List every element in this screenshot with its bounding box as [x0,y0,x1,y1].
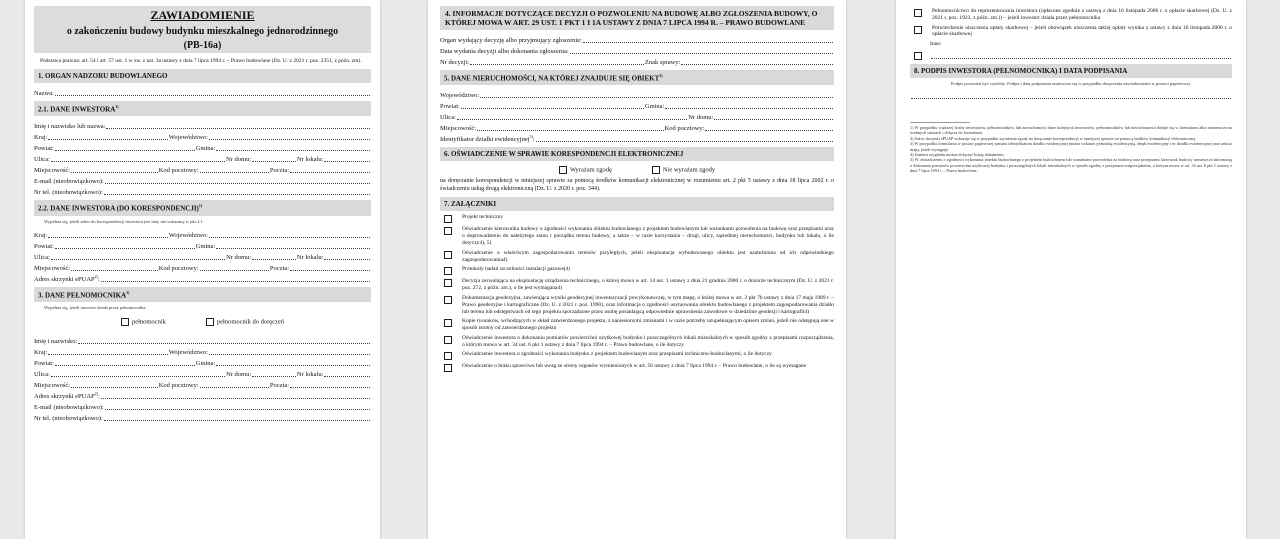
corr-house-field[interactable] [252,252,296,260]
attorney-epuap-field[interactable] [101,391,370,399]
consent-options [440,166,834,174]
section-6-header: 6. OŚWIADCZENIE W SPRAWIE KORESPONDENCJI ELEKTRONICZNEJ [440,147,834,161]
plot-id-field[interactable] [536,134,833,142]
property-commune-field[interactable] [665,101,833,109]
attachment-item[interactable] [910,8,1232,22]
attachment-checkbox[interactable] [914,9,922,17]
attachment-text: Oświadczenie o braku sprzeciwu lub uwag ze strony organów wymienionych w art. 56 ustawy z dnia 7 lipca 1994 r. – Prawo budowlane, o ile są wymagane [462,363,807,370]
attorney-post-field[interactable] [290,380,370,388]
attachment-text: Pełnomocnictwo do reprezentowania inwestora (opłacone zgodnie z ustawą z dnia 16 listopada 2006 r. o opłacie skarbowej (Dz. U. z 2021 r. poz. 1923, z późn. zm.)) – jeżeli inwestor działa przez pełnomocnika [932,8,1232,21]
attachment-item[interactable] [440,351,834,360]
section-2-2-hint: Wypełnia się, jeżeli adres do korespondencji inwestora jest inny niż wskazany w pkt 2.1. [44,218,204,224]
form-code: (PB-16a) [183,40,222,51]
investor-postcode-field[interactable] [200,165,269,173]
attachment-text: Potwierdzenie uiszczenia opłaty skarbowej – jeżeli obowiązek uiszczenia takiej opłaty wynika z ustawy z dnia 16 listopada 2006 r. o opłacie skarbowej [932,24,1232,38]
corr-postcode-field[interactable] [200,263,269,271]
signature-field[interactable] [911,91,1231,99]
property-street-field[interactable] [457,112,687,120]
page-1: ZAWIADOMIENIE o zakończeniu budowy budynku mieszkalnego jednorodzinnego (PB-16a) Podstawa prawna: art. 54 i art. 57 ust. 1 w zw. z ust. 3a ustawy z dnia 7 lipca 1994 r. – Prawo budowlane (Dz. U. z 2021 r. poz. 2351, z późn. zm). 1. ORGAN NADZORU BUDOWLANEGO Nazwa: 2.1. DANE INWESTORA$^{1)}$ Imię i nazwisko lub nazwa: Kraj: Województwo: Powiat: Gmina: Ulica: Nr domu: Nr lokalu: Miejscowość: Kod pocztowy: Poczta: E-mail (nieobowiązkowo): Nr tel. (nieobowiązkowo): 2.2. DANE INWESTORA (DO KORESPONDENCJI)$^{1)}$ Wypełnia się, jeżeli adres do korespondencji inwestora jest inny niż wskazany w pkt 2.1. Kraj: Województwo: Powiat: Gmina: Ulica: Nr domu: Nr lokalu: Miejscowość: Kod pocztowy: Poczta: Adres skrzynki ePUAP$^{2)}$: 3. DANE PEŁNOMOCNIKA$^{1)}$ Wypełnia się, jeżeli inwestor działa przez pełnomocnika. pełnomocnik pełnomocnik do doręczeń Imię i nazwisko: Kraj: Województwo: Powiat: Gmina: Ulica: Nr domu: Nr lokalu: Miejscowość: Kod pocztowy: Poczta: Adres skrzynki ePUAP$^{2)}$: E-mail (nieobowiązkowo): Nr tel. (nieobowiązkowo): [25,0,380,539]
signature-hint: Podpis powinien być czytelny. Podpis i datę podpisania umieszcza się w przypadku doręczenia zawiadomienia w postaci papierowej. [951,80,1191,86]
attachment-checkbox[interactable] [444,296,452,304]
corr-street-field[interactable] [51,252,225,260]
investor-commune-field[interactable] [216,143,370,151]
attachment-text: Projekt techniczny [462,214,504,221]
footnotes [910,125,1232,174]
decision-number-field[interactable] [470,57,644,65]
corr-flat-field[interactable] [324,252,370,260]
corr-country-field[interactable] [48,230,167,238]
investor-email-field[interactable] [105,176,370,184]
corr-city-field[interactable] [71,263,158,271]
section-2-2-header: 2.2. DANE INWESTORA (DO KORESPONDENCJI)$^{1)}$ [34,200,371,215]
investor-country-field[interactable] [48,132,167,140]
attorney-country-field[interactable] [48,347,167,355]
attorney-phone-field[interactable] [104,413,370,421]
consent-no-option[interactable]: Nie wyrażam zgody [652,166,715,174]
attorney-city-field[interactable] [71,380,158,388]
investor-county-field[interactable] [55,143,195,151]
attorney-option[interactable]: pełnomocnik [121,318,166,326]
attorney-type-options [34,318,371,326]
decision-date-field[interactable] [570,46,833,54]
attachment-item[interactable] [440,295,834,315]
attachment-checkbox[interactable] [444,279,452,287]
corr-epuap-field[interactable] [101,274,370,282]
attachment-checkbox[interactable] [444,215,452,223]
investor-post-field[interactable] [290,165,370,173]
case-sign-field[interactable] [681,57,833,65]
attachment-checkbox[interactable] [444,227,452,235]
attachment-item[interactable] [910,25,1232,39]
other-attachments-field[interactable] [931,51,1231,59]
property-county-field[interactable] [461,101,644,109]
corr-post-field[interactable] [290,263,370,271]
section-5-header: 5. DANE NIERUCHOMOŚCI, NA KTÓREJ ZNAJDUJE SIĘ OBIEKT$^{1)}$ [440,70,834,85]
investor-flat-field[interactable] [324,154,370,162]
investor-city-field[interactable] [71,165,158,173]
section-2-1-header: 2.1. DANE INWESTORA$^{1)}$ [34,101,371,116]
attorney-postcode-field[interactable] [200,380,269,388]
attachment-text: Oświadczenie inwestora o zgodności wykonania budynku z projektem budowlanym oraz przepisami techniczno-budowlanymi, o ile dotyczy [462,351,772,358]
attachment-item[interactable] [440,335,834,349]
consent-no-checkbox[interactable] [652,166,660,174]
attorney-flat-field[interactable] [324,369,370,377]
form-subtitle: o zakończeniu budowy budynku mieszkalnego jednorodzinnego [66,26,339,37]
property-province-field[interactable] [480,90,833,98]
corr-province-field[interactable] [209,230,370,238]
attachment-item[interactable] [440,266,834,275]
attachment-item[interactable] [440,250,834,264]
attachment-item[interactable] [440,226,834,246]
investor-street-field[interactable] [51,154,225,162]
attorney-province-field[interactable] [209,347,370,355]
attachment-checkbox[interactable] [444,319,452,327]
investor-house-field[interactable] [252,154,296,162]
section-1-header: 1. ORGAN NADZORU BUDOWLANEGO [34,69,371,83]
attachment-checkbox[interactable] [444,364,452,372]
attachments-continued-list [910,8,1232,38]
other-attachments-label: Inne: [930,41,942,48]
attachment-item[interactable] [440,363,834,372]
corr-commune-field[interactable] [216,241,370,249]
organ-name-label: Nazwa: [34,90,54,97]
attorney-house-field[interactable] [252,369,296,377]
attachment-text: Decyzja zezwalająca na eksploatację urządzenia technicznego, o której mowa w art. 14 ust. 1 ustawy z dnia 21 grudnia 2000 r. o dozorze technicznym (Dz. U. z 2021 r. poz. 272, z późn. zm.), o ile jest wymagana4) [462,278,834,292]
attachment-text: Oświadczenie inwestora o dokonaniu pomiarów powierzchni użytkowej budynku i poszczególnych lokali mieszkalnych w sposób zgodny z przepisami rozporządzenia, o którym mowa w art. 34 ust. 6 pkt 1 ustawy z dnia 7 lipca 1994 r. – Prawo budowlane, o ile dotyczy [462,334,834,348]
form-title-box [34,6,371,53]
section-7-header: 7. ZAŁĄCZNIKI [440,197,834,211]
page-3 [896,0,1246,539]
attachment-checkbox[interactable] [444,251,452,259]
page-2: 4. INFORMACJE DOTYCZĄCE DECYZJI O POZWOLENIU NA BUDOWĘ ALBO ZGŁOSZENIA BUDOWY, O KTÓREJ MOWA W ART. 29 UST. 1 PKT 1 I 1A USTAWY Z DNIA 7 LIPCA 1994 R. – PRAWO BUDOWLANE Organ wydający decyzję albo przyjmujący zgłoszenie: Data wydania decyzji albo dokonania zgłoszenia: Nr decyzji: Znak sprawy: 5. DANE NIERUCHOMOŚCI, NA KTÓREJ ZNAJDUJE SIĘ OBIEKT$^{1)}$ Województwo: Powiat: Gmina: Ulica: Nr domu: Miejscowość: Kod pocztowy: Identyfikator działki ewidencyjnej$^{3)}$: 6. OŚWIADCZENIE W SPRAWIE KORESPONDENCJI ELEKTRONICZNEJ Wyrażam zgodę Nie wyrażam zgody na doręczanie korespondencji w niniejszej sprawie za pomocą środków komunikacji elektronicznej w rozumieniu art. 2 pkt 5 ustawy z dnia 18 lipca 2002 r. o świadczeniu usług drogą elektroniczną (Dz. U. z 2020 r. poz. 344). 7. ZAŁĄCZNIKI Projekt techniczny Oświadczenie kierownika budowy o zgodności wykonania obiektu budowlanego z projektem budowlanym lub warunkami pozwolenia na budowę oraz przepisami oraz o doprowadzeniu do należytego stanu i porządku terenu budowy, a także – w razie korzystania – drogi, ulicy, sąsiedniej nieruchomości, budynku lub lokalu, o ile dotyczy4), 5) Oświadczenie o właściwym zagospodarowaniu terenów przyległych, jeżeli eksploatacja wybudowanego obiektu jest uzależniona od ich odpowiedniego zagospodarowania4) Protokoły badań szczelności instalacji gazowej4) Decyzja zezwalająca na eksploatację urządzenia technicznego, o której mowa w art. 14 ust. 1 ustawy z dnia 21 grudnia 2000 r. o dozorze technicznym (Dz. U. z 2021 r. poz. 272, z późn. zm.), o ile jest wymagana4) Dokumentacja geodezyjna, zawierająca wyniki geodezyjnej inwentaryzacji powykonawczej, w tym mapę, o której mowa w art. 2 pkt 7b ustawy z dnia 17 maja 1989 r. – Prawo geodezyjne i kartograficzne (Dz. U. z 2021 r. poz. 1990), oraz informacja o zgodności usytuowania obiektu budowlanego z projektem zagospodarowania działki lub terenu lub odstępstwach od tego projektu sporządzone przez osobę posiadającą odpowiednie uprawnienia zawodowe w dziedzinie geodezji i kartografii4) Kopie rysunków, wchodzących w skład zatwierdzonego projektu, z naniesionymi zmianami i w razie potrzeby uzupełniającym opisem zmian, jeżeli nie odstępują one w sposób istotny od zatwierdzonego projektu Oświadczenie inwestora o dokonaniu pomiarów powierzchni użytkowej budynku i poszczególnych lokali mieszkalnych w sposób zgodny z przepisami rozporządzenia, o którym mowa w art. 34 ust. 6 pkt 1 ustawy z dnia 7 lipca 1994 r. – Prawo budowlane, o ile dotyczy Oświadczenie inwestora o zgodności wykonania budynku z projektem budowlanym oraz przepisami techniczno-budowlanymi, o ile dotyczy Oświadczenie o braku sprzeciwu lub uwag ze strony organów wymienionych w art. 56 ustawy z dnia 7 lipca 1994 r. – Prawo budowlane, o ile są wymagane [428,0,846,539]
attachment-item[interactable] [440,214,834,223]
investor-name-field[interactable] [106,121,370,129]
attorney-checkbox[interactable] [121,318,129,326]
legal-basis: Podstawa prawna: art. 54 i art. 57 ust. 1 w zw. z ust. 3a ustawy z dnia 7 lipca 1994 r. – Prawo budowlane (Dz. U. z 2021 r. poz. 2351, z późn. zm). [40,58,362,64]
footnote: 5) W oświadczeniu o zgodności wykonania obiektu budowlanego z projektem budowlanym lub warunkami pozwolenia na budowę oraz przepisami kierownik budowy zamieszcza informację o dokonaniu pomiarów powierzchni użytkowej budynku i poszczególnych lokali mieszkalnych w sposób zgodny z przepisami rozporządzenia, o którym mowa w art. 34 ust. 6 pkt 1 ustawy z dnia 7 lipca 1994 r. – Prawo budowlane. [910,157,1232,174]
section-8-header: 8. PODPIS INWESTORA (PEŁNOMOCNIKA) I DATA PODPISANIA [910,64,1232,78]
other-attachments-checkbox[interactable] [914,52,922,60]
attachment-text: Oświadczenie o właściwym zagospodarowaniu terenów przyległych, jeżeli eksploatacja wybudowanego obiektu jest uzależniona od ich odpowiedniego zagospodarowania4) [462,249,834,263]
form-title: ZAWIADOMIENIE [150,8,255,22]
attachments-list [440,214,834,372]
decision-organ-field[interactable] [583,35,833,43]
section-3-header: 3. DANE PEŁNOMOCNIKA$^{1)}$ [34,287,371,302]
attachment-text: Dokumentacja geodezyjna, zawierająca wyniki geodezyjnej inwentaryzacji powykonawczej, w tym mapę, o której mowa w art. 2 pkt 7b ustawy z dnia 17 maja 1989 r. – Prawo geodezyjne i kartograficzne (Dz. U. z 2021 r. poz. 1990), oraz informacja o zgodności usytuowania obiektu budowlanego z projektem zagospodarowania działki lub terenu lub odstępstwach od tego projektu sporządzone przez osobę posiadającą odpowiednie uprawnienia zawodowe w dziedzinie geodezji i kartografii4) [462,294,834,315]
consent-text: na doręczanie korespondencji w niniejszej sprawie za pomocą środków komunikacji elektronicznej w rozumieniu art. 2 pkt 5 ustawy z dnia 18 lipca 2002 r. o świadczeniu usług drogą elektroniczną (Dz. U. z 2020 r. poz. 344). [440,178,834,192]
attorney-commune-field[interactable] [216,358,370,366]
attorney-delivery-option[interactable]: pełnomocnik do doręczeń [206,318,284,326]
investor-name-label: Imię i nazwisko lub nazwa: [34,123,106,131]
attachment-checkbox[interactable] [914,26,922,34]
attachment-item[interactable] [440,318,834,332]
attorney-delivery-checkbox[interactable] [206,318,214,326]
attorney-street-field[interactable] [51,369,225,377]
attachment-text: Protokoły badań szczelności instalacji gazowej4) [462,266,571,273]
attachment-text: Oświadczenie kierownika budowy o zgodności wykonania obiektu budowlanego z projektem budowlanym lub warunkami pozwolenia na budowę oraz przepisami oraz o doprowadzeniu do należytego stanu i porządku terenu budowy, a także – w razie korzystania – drogi, ulicy, sąsiedniej nieruchomości, budynku lub lokalu, o ile dotyczy4), 5) [462,226,834,246]
attachment-checkbox[interactable] [444,267,452,275]
attachment-item[interactable] [440,278,834,292]
attachment-text: Kopie rysunków, wchodzących w skład zatwierdzonego projektu, z naniesionymi zmianami i w razie potrzeby uzupełniającym opisem zmian, jeżeli nie odstępują one w sposób istotny od zatwierdzonego projektu [462,318,834,332]
footnote: 4) Zamiast oryginału można dołączyć kopię dokumentu. [910,152,1005,158]
property-house-field[interactable] [714,112,833,120]
investor-phone-field[interactable] [104,187,370,195]
investor-province-field[interactable] [209,132,370,140]
consent-yes-checkbox[interactable] [559,166,567,174]
attorney-email-field[interactable] [105,402,370,410]
section-3-hint: Wypełnia się, jeżeli inwestor działa przez pełnomocnika. [44,304,147,310]
attorney-name-field[interactable] [78,336,370,344]
corr-county-field[interactable] [55,241,195,249]
organ-name-field[interactable] [55,88,370,96]
footnote: 3) W przypadku formularza w postaci papierowej zamiast identyfikatora działki ewidencyjnej można wskazać jednostkę ewidencyjną, obręb ewidencyjny i nr działki ewidencyjnej oraz arkusz mapy, jeżeli występuje. [910,141,1232,152]
attorney-county-field[interactable] [55,358,195,366]
consent-yes-option[interactable]: Wyrażam zgodę [559,166,612,174]
footnote: 1) W przypadku większej liczby inwestorów, pełnomocników lub nieruchomości dane kolejnych inwestorów, pełnomocników lub nieruchomości dodaje się w formularzu albo zamieszcza na osobnych stronach i dołącza do formularza. [910,124,1232,136]
footnote: 2) Adres skrzynki ePUAP wskazuje się w przypadku wyrażenia zgody na doręczanie korespondencji w niniejszej sprawie za pomocą środków komunikacji elektronicznej. [910,135,1197,141]
property-postcode-field[interactable] [705,123,833,131]
attachment-checkbox[interactable] [444,352,452,360]
property-city-field[interactable] [477,123,663,131]
attachment-checkbox[interactable] [444,336,452,344]
footnote-separator [910,122,970,123]
section-4-header: 4. INFORMACJE DOTYCZĄCE DECYZJI O POZWOLENIU NA BUDOWĘ ALBO ZGŁOSZENIA BUDOWY, O KTÓREJ MOWA W ART. 29 UST. 1 PKT 1 I 1A USTAWY Z DNIA 7 LIPCA 1994 R. – PRAWO BUDOWLANE [440,6,834,30]
